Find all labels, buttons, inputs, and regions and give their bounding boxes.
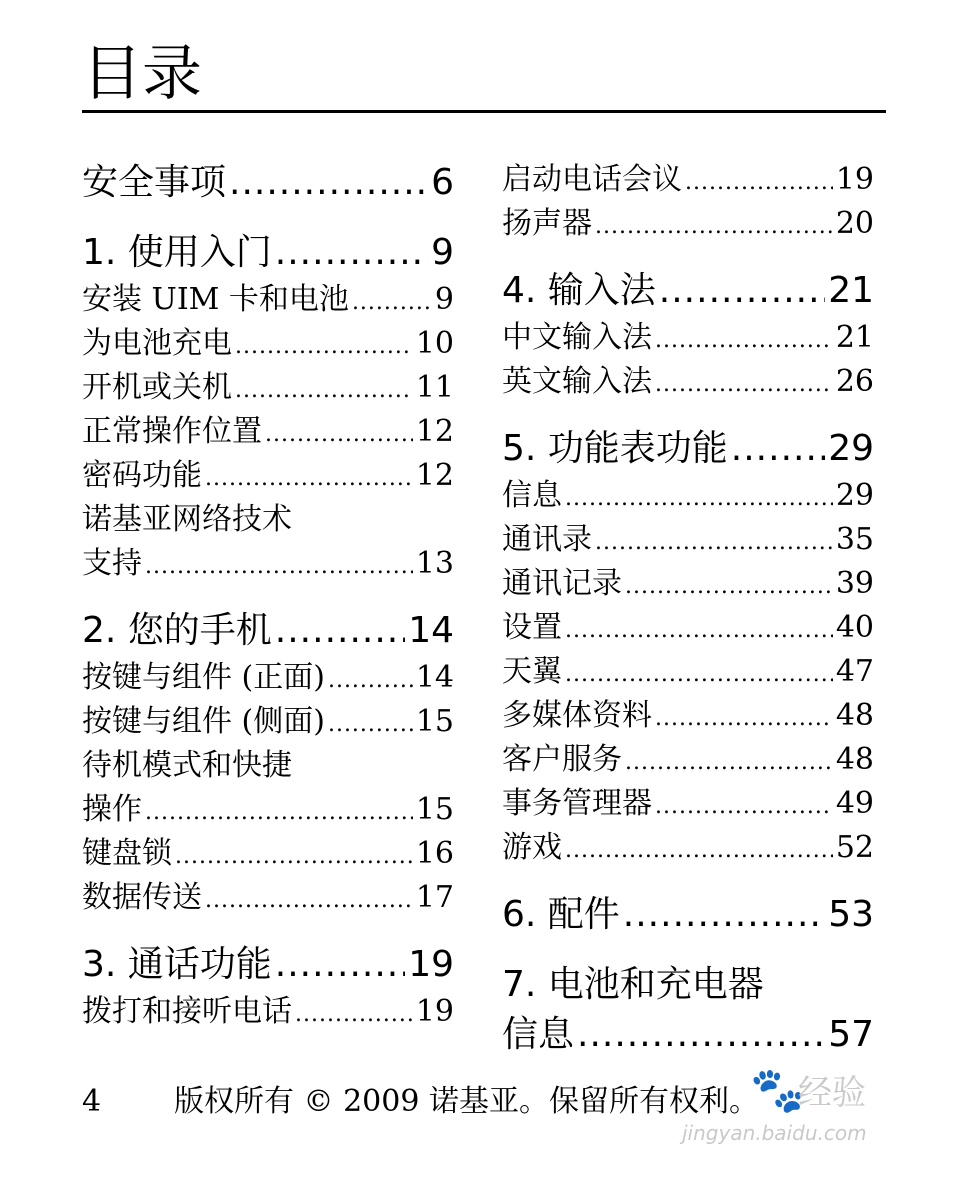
- toc-entry[interactable]: 多媒体资料 ..... 48: [502, 694, 874, 738]
- toc-section[interactable]: 5. 功能表功能 ..... 29: [502, 424, 874, 474]
- toc-entry[interactable]: 设置 ..... 40: [502, 606, 874, 650]
- toc-entry-first-line[interactable]: 诺基亚网络技术: [82, 502, 292, 537]
- toc-entry[interactable]: 安装 UIM 卡和电池 ..... 9: [82, 278, 454, 322]
- toc-entry[interactable]: 操作 ..... 15: [82, 788, 454, 832]
- toc-section[interactable]: 3. 通话功能 ..... 19: [82, 940, 454, 990]
- toc-section[interactable]: 2. 您的手机 ..... 14: [82, 606, 454, 656]
- page-number: 4: [82, 1084, 102, 1119]
- toc-section[interactable]: 安全事项 ..... 6: [82, 158, 454, 208]
- toc-entry-first-line[interactable]: 待机模式和快捷: [82, 748, 292, 783]
- toc-entry[interactable]: 键盘锁 ..... 16: [82, 832, 454, 876]
- toc-entry[interactable]: 扬声器 ..... 20: [502, 202, 874, 246]
- page-footer: [82, 1080, 759, 1124]
- toc-entry[interactable]: 通讯记录 ..... 39: [502, 562, 874, 606]
- toc-entry[interactable]: 正常操作位置 ..... 12: [82, 410, 454, 454]
- toc-entry[interactable]: 游戏 ..... 52: [502, 826, 874, 870]
- toc-entry[interactable]: 通讯录 ..... 35: [502, 518, 874, 562]
- toc-entry[interactable]: 信息 ..... 29: [502, 474, 874, 518]
- toc-section[interactable]: 6. 配件 ..... 53: [502, 890, 874, 940]
- toc-entry[interactable]: 英文输入法 ..... 26: [502, 360, 874, 404]
- watermark-brand: 经验: [798, 1073, 866, 1113]
- toc-entry[interactable]: 启动电话会议 ..... 19: [502, 158, 874, 202]
- toc-section-first-line[interactable]: 7. 电池和充电器: [502, 964, 764, 1005]
- toc-entry[interactable]: 拨打和接听电话 ..... 19: [82, 990, 454, 1034]
- toc-entry[interactable]: 中文输入法 ..... 21: [502, 316, 874, 360]
- toc-entry[interactable]: 支持 ..... 13: [82, 542, 454, 586]
- page-title: 目录: [82, 39, 202, 109]
- toc-entry[interactable]: 天翼 ..... 47: [502, 650, 874, 694]
- watermark: [680, 1065, 920, 1155]
- toc-entry[interactable]: 密码功能 ..... 12: [82, 454, 454, 498]
- toc-entry[interactable]: 开机或关机 ..... 11: [82, 366, 454, 410]
- paw-icon: 🐾: [750, 1065, 805, 1116]
- toc-section[interactable]: 4. 输入法 ..... 21: [502, 266, 874, 316]
- toc-section[interactable]: 1. 使用入门 ..... 9: [82, 228, 454, 278]
- watermark-url: jingyan.baidu.com: [682, 1121, 867, 1145]
- toc-left-column: [82, 158, 454, 1034]
- title-rule: [82, 110, 886, 113]
- toc-entry[interactable]: 客户服务 ..... 48: [502, 738, 874, 782]
- toc-entry[interactable]: 按键与组件 (正面) ..... 14: [82, 656, 454, 700]
- toc-section[interactable]: 信息 ..... 57: [502, 1010, 874, 1060]
- toc-right-column: [502, 158, 874, 1060]
- toc-entry[interactable]: 数据传送 ..... 17: [82, 876, 454, 920]
- toc-entry[interactable]: 按键与组件 (侧面) ..... 15: [82, 700, 454, 744]
- toc-entry[interactable]: 事务管理器 ..... 49: [502, 782, 874, 826]
- copyright-notice: 版权所有 © 2009 诺基亚。保留所有权利。: [174, 1084, 759, 1119]
- toc-entry[interactable]: 为电池充电 ..... 10: [82, 322, 454, 366]
